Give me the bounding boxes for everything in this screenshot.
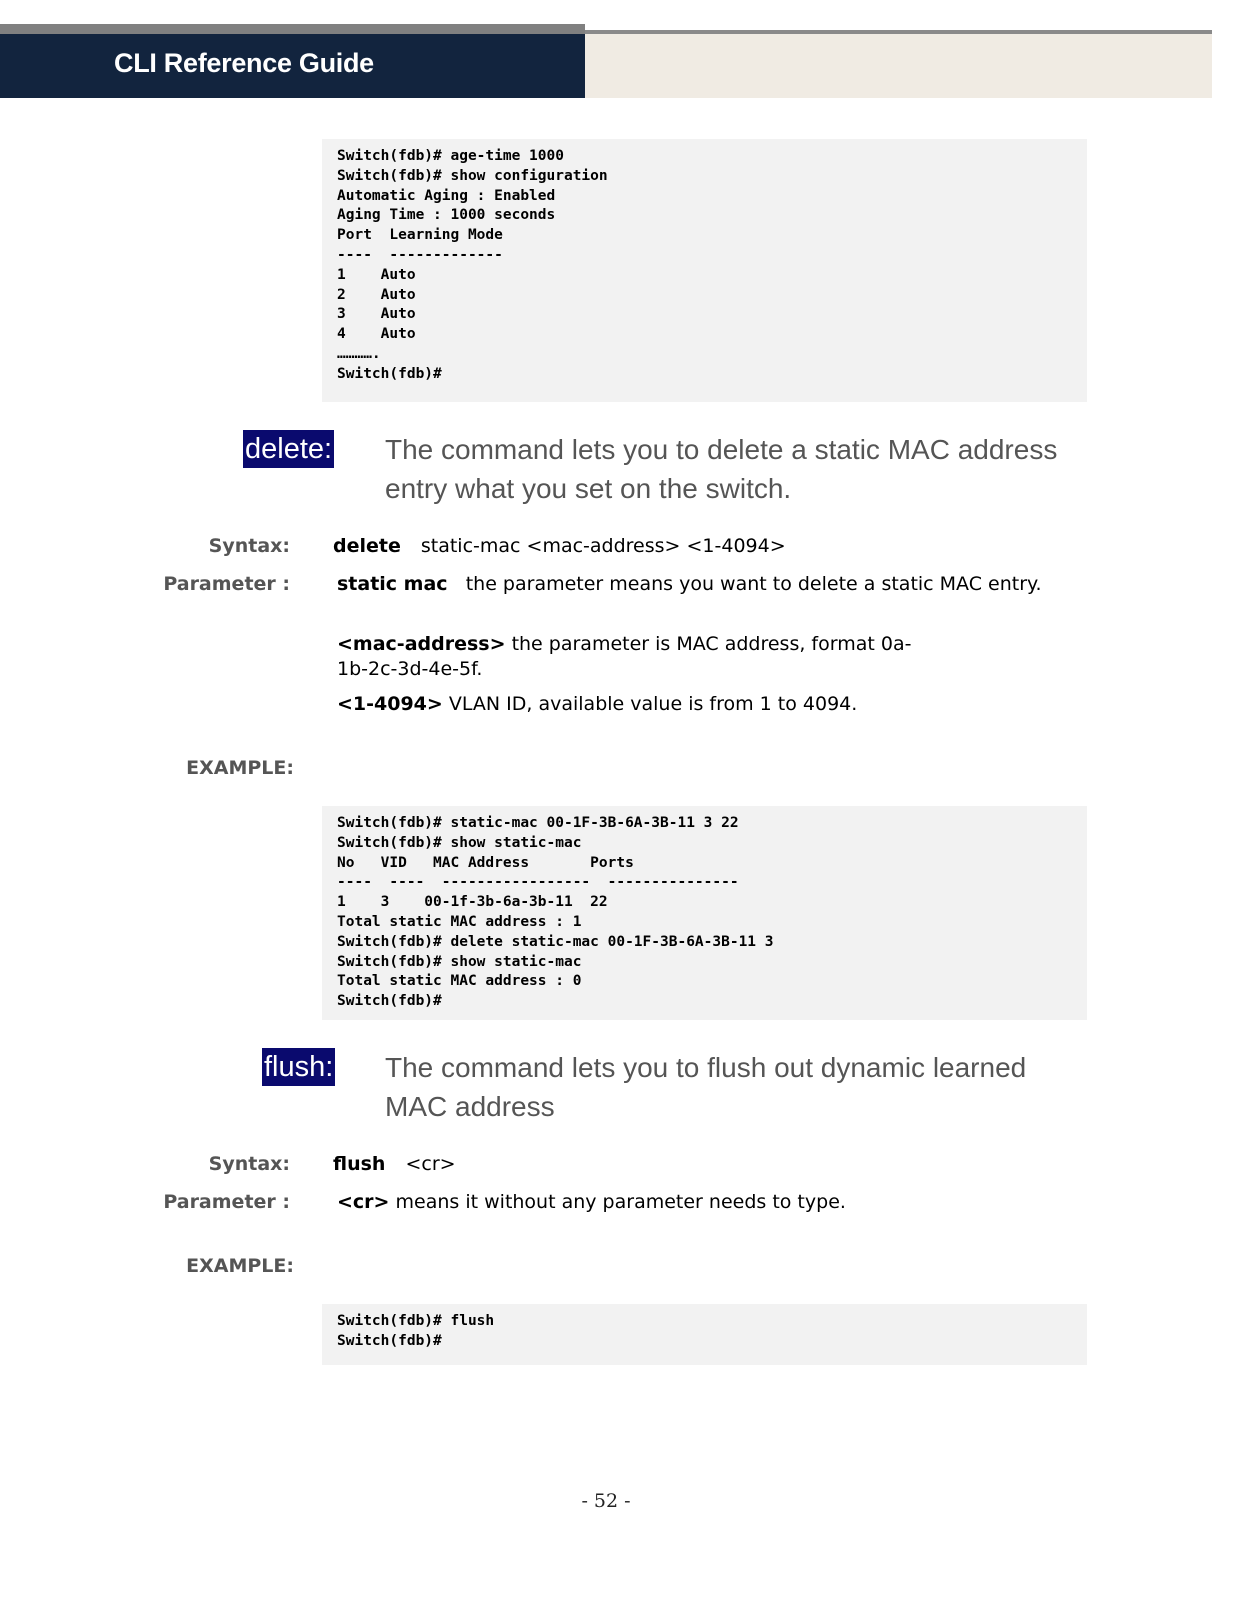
parameter-item (337, 572, 1057, 597)
example-label: EXAMPLE: (186, 757, 294, 779)
document-title: CLI Reference Guide (114, 48, 374, 78)
code-line: ---- ---- ----------------- --------------- (337, 874, 739, 891)
code-line: Aging Time : 1000 seconds (337, 207, 556, 224)
code-line: Switch(fdb)# show static-mac (337, 953, 582, 970)
command-badge-flush: flush: (262, 1048, 335, 1086)
parameter-item (337, 632, 937, 682)
code-line: Automatic Aging : Enabled (337, 187, 556, 204)
code-line: Switch(fdb)# show configuration (337, 167, 608, 184)
code-block-flush (322, 1304, 1087, 1365)
parameter-label: Parameter : (163, 1191, 290, 1213)
example-label: EXAMPLE: (186, 1255, 294, 1277)
code-line: Switch(fdb)# (337, 1332, 442, 1349)
parameter-item (337, 692, 1057, 717)
syntax-keyword: delete (333, 535, 401, 557)
command-description-flush: The command lets you to flush out dynamic learned MAC address (385, 1052, 1027, 1122)
code-line: Port Learning Mode (337, 227, 503, 244)
parameter-name: <mac-address> (337, 633, 506, 655)
code-line: Switch(fdb)# flush (337, 1313, 495, 1329)
parameter-text: the parameter means you want to delete a static MAC entry. (465, 573, 1042, 595)
parameter-text: the parameter is MAC address, format 0a-1b-2c-3d-4e-5f. (337, 633, 912, 680)
parameter-name: <cr> (337, 1191, 390, 1213)
code-line: Switch(fdb)# static-mac 00-1F-3B-6A-3B-11 3 22 (337, 815, 739, 831)
code-line: 2 Auto (337, 286, 416, 303)
parameter-name: <1-4094> (337, 693, 443, 715)
command-badge-delete: delete: (243, 430, 334, 468)
page-number: - 52 - (581, 1490, 631, 1512)
parameter-item (337, 1190, 1057, 1215)
code-line: 1 Auto (337, 266, 416, 283)
syntax-label: Syntax: (208, 1153, 290, 1175)
code-line: Switch(fdb)# delete static-mac 00-1F-3B-6A-3B-11 3 (337, 933, 774, 950)
syntax-keyword: flush (333, 1153, 386, 1175)
parameter-name: static mac (337, 573, 448, 595)
code-line: …………. (337, 345, 381, 362)
code-line: 4 Auto (337, 326, 416, 343)
code-line: ---- ------------- (337, 246, 503, 263)
syntax-delete (333, 534, 786, 559)
code-block-age-time (322, 139, 1087, 402)
syntax-flush (333, 1152, 456, 1177)
code-line: Total static MAC address : 1 (337, 913, 582, 930)
code-block-static-mac (322, 806, 1087, 1020)
header-band (585, 34, 1212, 98)
syntax-args: <cr> (405, 1153, 456, 1175)
syntax-args: static-mac <mac-address> <1-4094> (420, 535, 786, 557)
parameter-label: Parameter : (163, 573, 290, 595)
header-accent-bar (0, 24, 585, 34)
code-line: Switch(fdb)# show static-mac (337, 834, 582, 851)
parameter-text: means it without any parameter needs to type. (395, 1191, 846, 1213)
code-line: Switch(fdb)# (337, 993, 442, 1010)
code-line: Switch(fdb)# (337, 365, 442, 382)
code-line: Switch(fdb)# age-time 1000 (337, 148, 564, 164)
code-line: 3 Auto (337, 306, 416, 323)
command-description-delete: The command lets you to delete a static MAC address entry what you set on the switch. (385, 434, 1058, 504)
code-line: No VID MAC Address Ports (337, 854, 634, 871)
code-line: 1 3 00-1f-3b-6a-3b-11 22 (337, 894, 608, 911)
parameter-text: VLAN ID, available value is from 1 to 4094. (448, 693, 858, 715)
code-line: Total static MAC address : 0 (337, 973, 582, 990)
syntax-label: Syntax: (208, 535, 290, 557)
